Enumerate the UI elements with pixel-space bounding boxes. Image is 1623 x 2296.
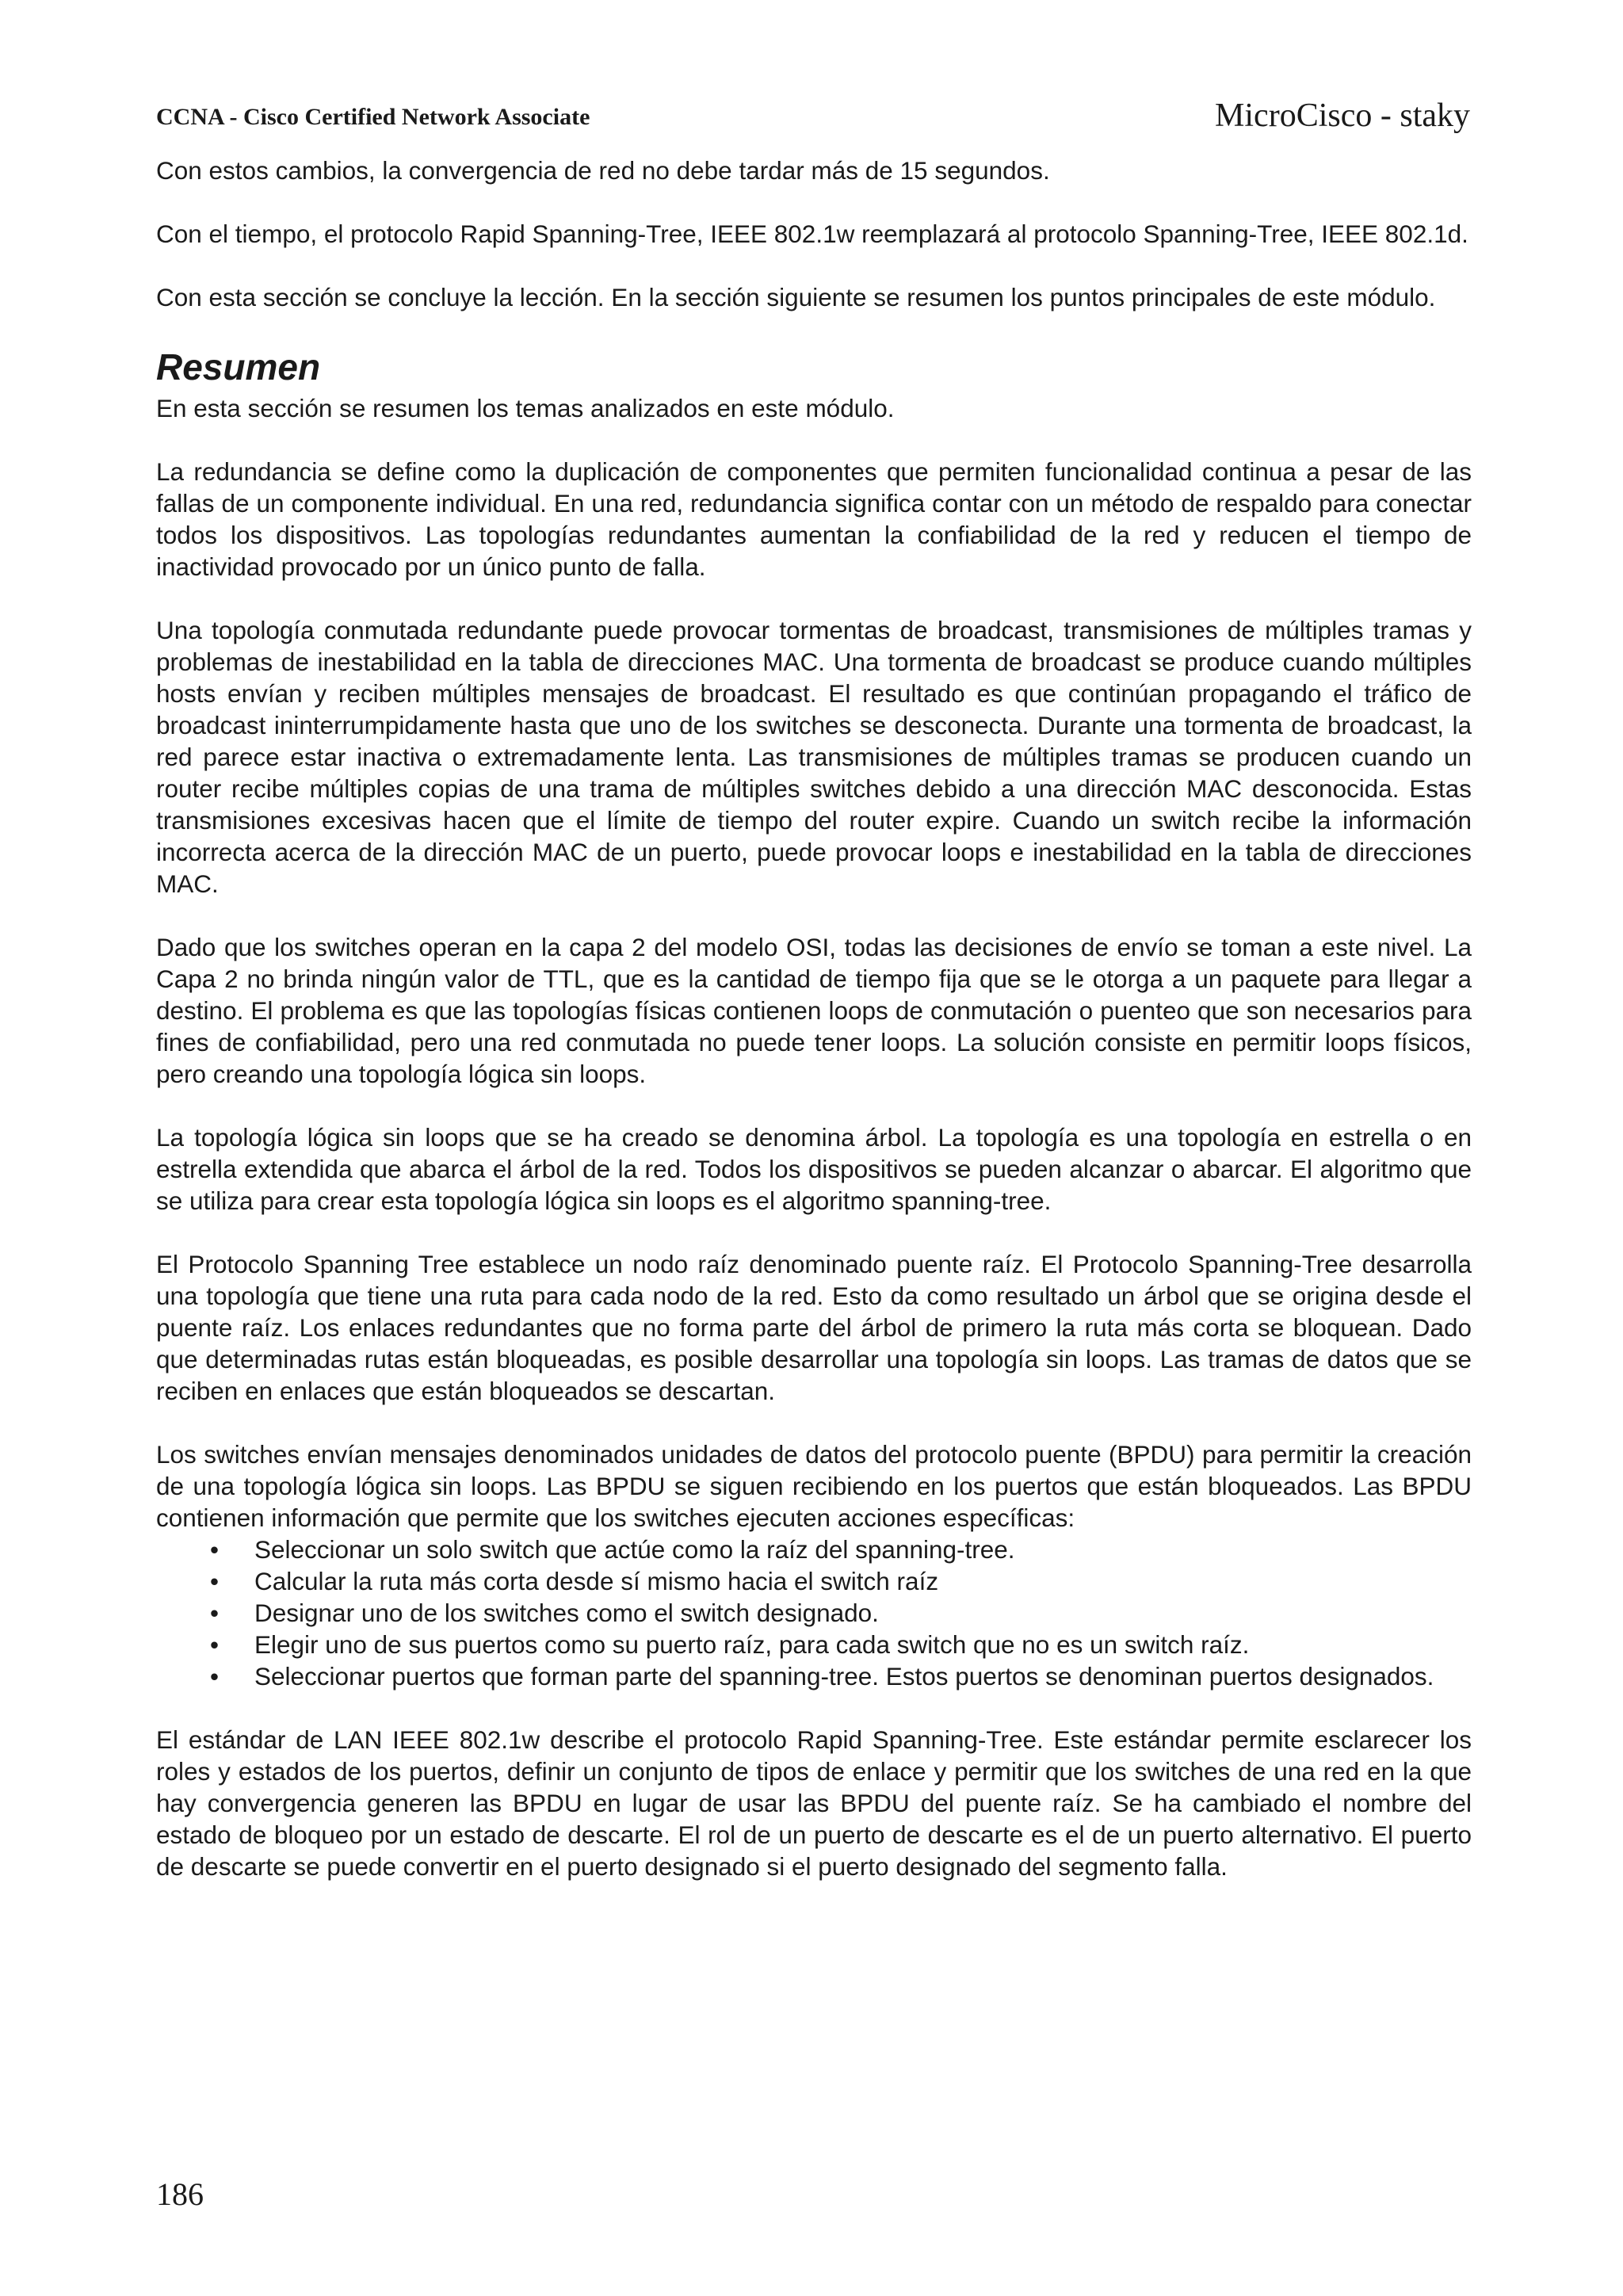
page-number: 186	[156, 2176, 204, 2212]
page-content	[156, 155, 1472, 1914]
header-left-title: CCNA - Cisco Certified Network Associate	[156, 104, 590, 130]
closing-paragraph: El estándar de LAN IEEE 802.1w describe el protocolo Rapid Spanning-Tree. Este estándar permite esclarecer los roles y estados de los puertos, definir un conjunto de tipos de enlace y permitir que los switches de una red en la que hay convergencia generen las BPDU en lugar de usar las BPDU del puente raíz. Se ha cambiado el nombre del estado de bloqueo por un estado de descarte. El rol de un puerto de descarte es el de un puerto alternativo. El puerto de descarte se puede convertir en el puerto designado si el puerto designado del segmento falla.	[156, 1725, 1472, 1881]
list-item	[156, 1534, 1472, 1565]
list-item-text: Seleccionar puertos que forman parte del spanning-tree. Estos puertos se denominan puertos designados.	[254, 1662, 1434, 1690]
section-paragraph: La topología lógica sin loops que se ha creado se denomina árbol. La topología es una topología en estrella o en estrella extendida que abarca el árbol de la red. Todos los dispositivos se pueden alcanzar o abarcar. El algoritmo que se utiliza para crear esta topología lógica sin loops es el algoritmo spanning-tree.	[156, 1123, 1472, 1215]
bullet-icon: •	[210, 1662, 220, 1690]
section-paragraph: Una topología conmutada redundante puede provocar tormentas de broadcast, transmisiones de múltiples tramas y problemas de inestabilidad en la tabla de direcciones MAC. Una tormenta de broadcast se produce cuando múltiples hosts envían y reciben múltiples mensajes de broadcast. El resultado es que continúan propagando el tráfico de broadcast ininterrumpidamente hasta que uno de los switches se desconecta. Durante una tormenta de broadcast, la red parece estar inactiva o extremadamente lenta. Las transmisiones de múltiples tramas se producen cuando un router recibe múltiples copias de una trama de múltiples switches debido a una dirección MAC desconocida. Estas transmisiones excesivas hacen que el límite de tiempo del router expire. Cuando un switch recibe la información incorrecta acerca de la dirección MAC de un puerto, puede provocar loops e inestabilidad en la tabla de direcciones MAC.	[156, 616, 1472, 898]
list-item	[156, 1660, 1472, 1692]
header-right-title: MicroCisco - staky	[1215, 97, 1470, 134]
section-paragraph: Los switches envían mensajes denominados unidades de datos del protocolo puente (BPDU) para permitir la creación de una topología lógica sin loops. Las BPDU se siguen recibiendo en los puertos que están bloqueados. Las BPDU contienen información que permite que los switches ejecuten acciones específicas:	[156, 1440, 1472, 1532]
bullet-icon: •	[210, 1630, 220, 1659]
list-item-text: Elegir uno de sus puertos como su puerto raíz, para cada switch que no es un switch raíz.	[254, 1630, 1250, 1659]
section-paragraph: Dado que los switches operan en la capa 2 del modelo OSI, todas las decisiones de envío se toman a este nivel. La Capa 2 no brinda ningún valor de TTL, que es la cantidad de tiempo fija que se le otorga a un paquete para llegar a destino. El problema es que las topologías físicas contienen loops de conmutación o puenteo que son necesarios para fines de confiabilidad, pero una red conmutada no puede tener loops. La solución consiste en permitir loops físicos, pero creando una topología lógica sin loops.	[156, 933, 1472, 1088]
list-item-text: Seleccionar un solo switch que actúe como la raíz del spanning-tree.	[254, 1535, 1015, 1564]
section-paragraph: En esta sección se resumen los temas analizados en este módulo.	[156, 394, 895, 422]
intro-paragraph: Con estos cambios, la convergencia de red no debe tardar más de 15 segundos.	[156, 156, 1050, 185]
intro-paragraph: Con el tiempo, el protocolo Rapid Spanning-Tree, IEEE 802.1w reemplazará al protocolo Spanning-Tree, IEEE 802.1d.	[156, 220, 1468, 248]
bullet-icon: •	[210, 1567, 220, 1595]
list-item	[156, 1565, 1472, 1597]
list-item-text: Designar uno de los switches como el switch designado.	[254, 1599, 879, 1627]
bullet-icon: •	[210, 1535, 220, 1564]
bpdu-actions-list	[156, 1534, 1472, 1692]
list-item-text: Calcular la ruta más corta desde sí mismo hacia el switch raíz	[254, 1567, 939, 1595]
intro-paragraph: Con esta sección se concluye la lección. En la sección siguiente se resumen los puntos principales de este módulo.	[156, 283, 1436, 311]
section-paragraph: El Protocolo Spanning Tree establece un nodo raíz denominado puente raíz. El Protocolo Spanning-Tree desarrolla una topología que tiene una ruta para cada nodo de la red. Esto da como resultado un árbol que se origina desde el puente raíz. Los enlaces redundantes que no forma parte del árbol de primero la ruta más corta se bloquean. Dado que determinadas rutas están bloqueadas, es posible desarrollar una topología sin loops. Las tramas de datos que se reciben en enlaces que están bloqueados se descartan.	[156, 1250, 1472, 1405]
list-item	[156, 1629, 1472, 1660]
section-heading: Resumen	[156, 346, 321, 388]
list-item	[156, 1597, 1472, 1629]
bullet-icon: •	[210, 1599, 220, 1627]
section-paragraph: La redundancia se define como la duplicación de componentes que permiten funcionalidad continua a pesar de las fallas de un componente individual. En una red, redundancia significa contar con un método de respaldo para conectar todos los dispositivos. Las topologías redundantes aumentan la confiabilidad de la red y reducen el tiempo de inactividad provocado por un único punto de falla.	[156, 457, 1472, 581]
